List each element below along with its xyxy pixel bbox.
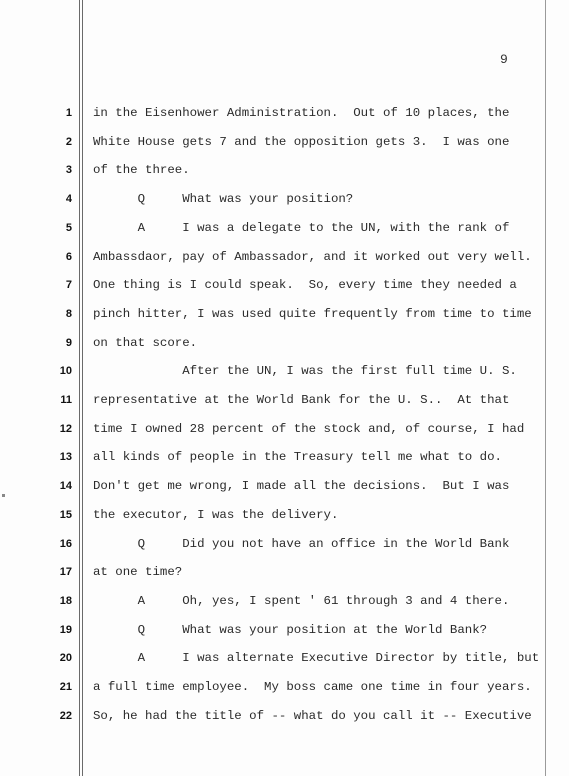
transcript-line: Q Did you not have an office in the World Bank: [93, 537, 510, 551]
transcript-line: White House gets 7 and the opposition gets 3. I was one: [93, 135, 510, 149]
transcript-line: of the three.: [93, 163, 190, 177]
line-number: 11: [60, 394, 72, 406]
transcript-line: representative at the World Bank for the U. S.. At that: [93, 393, 510, 407]
transcript-line: all kinds of people in the Treasury tell me what to do.: [93, 450, 502, 464]
transcript-line: Don't get me wrong, I made all the decisions. But I was: [93, 479, 510, 493]
line-number: 12: [59, 423, 72, 435]
line-number: 15: [59, 509, 72, 521]
left-margin-rule-inner: [82, 0, 83, 776]
line-number: 17: [59, 566, 72, 578]
transcript-line: After the UN, I was the first full time U. S.: [93, 364, 517, 378]
line-number: 16: [59, 538, 72, 550]
line-number: 9: [65, 337, 72, 349]
line-number: 5: [65, 222, 72, 234]
transcript-line: in the Eisenhower Administration. Out of 10 places, the: [93, 106, 510, 120]
transcript-line: Ambassdaor, pay of Ambassador, and it worked out very well.: [93, 250, 532, 264]
transcript-line: One thing is I could speak. So, every time they needed a: [93, 278, 517, 292]
line-number: 4: [65, 193, 72, 205]
transcript-line: the executor, I was the delivery.: [93, 508, 339, 522]
line-number: 20: [59, 652, 72, 664]
transcript-line: So, he had the title of -- what do you call it -- Executive: [93, 709, 532, 723]
transcript-line: pinch hitter, I was used quite frequently from time to time: [93, 307, 532, 321]
line-number: 14: [59, 480, 72, 492]
line-number: 1: [65, 107, 72, 119]
line-number: 13: [59, 451, 72, 463]
line-number: 3: [65, 164, 72, 176]
line-number: 18: [59, 595, 72, 607]
right-margin-rule: [545, 0, 546, 776]
scan-speck: [2, 494, 5, 497]
transcript-line: a full time employee. My boss came one time in four years.: [93, 680, 532, 694]
line-number: 19: [59, 624, 72, 636]
line-number: 22: [59, 710, 72, 722]
transcript-line: Q What was your position?: [93, 192, 354, 206]
line-number: 6: [65, 251, 72, 263]
line-number: 2: [65, 136, 72, 148]
page-number: 9: [500, 52, 508, 67]
line-number: 7: [65, 279, 72, 291]
transcript-line: on that score.: [93, 336, 198, 350]
transcript-line: Q What was your position at the World Bank?: [93, 623, 488, 637]
transcript-line: A Oh, yes, I spent ' 61 through 3 and 4 there.: [93, 594, 510, 608]
line-number: 21: [59, 681, 72, 693]
transcript-line: at one time?: [93, 565, 183, 579]
transcript-line: A I was a delegate to the UN, with the rank of: [93, 221, 510, 235]
line-number: 10: [59, 365, 72, 377]
left-margin-rule: [79, 0, 80, 776]
line-number: 8: [65, 308, 72, 320]
transcript-line: A I was alternate Executive Director by title, but: [93, 651, 540, 665]
transcript-line: time I owned 28 percent of the stock and, of course, I had: [93, 422, 525, 436]
